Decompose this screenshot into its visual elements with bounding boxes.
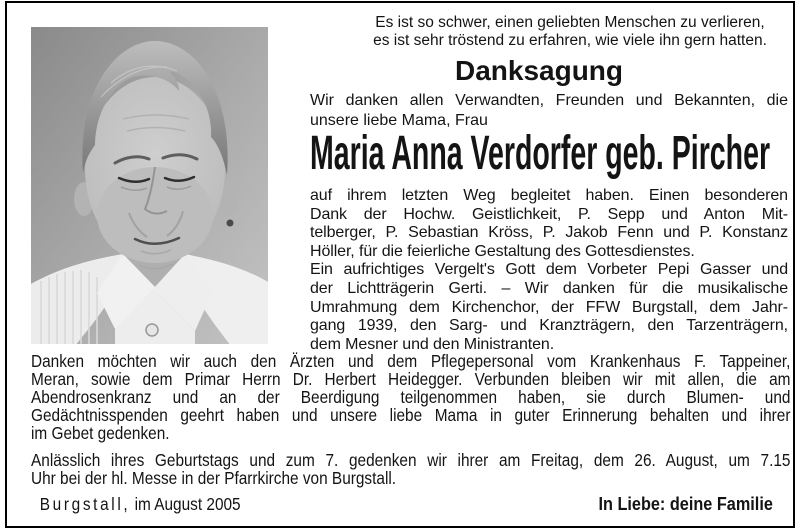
paragraph-line: Uhr bei der hl. Messe in der Pfarrkirche von Burgstall. <box>31 468 397 488</box>
verse-line: es ist sehr tröstend zu erfahren, wie viele ihn gern hatten. <box>373 31 767 49</box>
footer-place-date <box>40 495 241 513</box>
deceased-name-row <box>310 127 788 180</box>
intro-verse <box>310 14 788 49</box>
thanks-helpers-paragraph <box>310 261 788 354</box>
paragraph-line: Meran, sowie dem Primar Herrn Dr. Herbert Heidegger. Verbunden bleiben wir mit allen, die am <box>31 369 791 389</box>
thanks-medical-paragraph <box>31 352 790 442</box>
memorial-notice-paragraph <box>31 451 790 487</box>
paragraph-line: telberger, P. Sebastian Kröss, P. Jakob Fenn und P. Konstanz <box>310 224 788 242</box>
text-column <box>310 0 788 354</box>
paragraph-line: Umrahmung dem Kirchenchor, der FFW Burgstall, dem Jahr- <box>310 298 788 316</box>
deceased-name: Maria Anna Verdorfer geb. Pircher <box>310 127 771 180</box>
full-width-section <box>31 352 790 513</box>
portrait-photo <box>31 27 268 344</box>
salutation-line: Wir danken allen Verwandten, Freunden und Bekannten, die <box>310 92 788 109</box>
paragraph-line: Gedächtnisspenden geehrt haben und unsere liebe Mama in guter Erinnerung behalten und ihrer <box>31 405 791 425</box>
paragraph-line: Dank der Hochw. Geistlichkeit, P. Sepp und Anton Mit- <box>310 205 788 223</box>
paragraph-line: auf ihrem letzten Weg begleitet haben. Einen besonderen <box>310 187 788 204</box>
footer-row <box>31 495 790 513</box>
heading-danksagung: Danksagung <box>454 55 624 86</box>
paragraph-line: Abendrosenkranz und an der Beerdigung teilgenommen haben, sie durch Blumen- und <box>31 387 791 407</box>
paragraph-line: Anlässlich ihres Geburtstags und zum 7. gedenken wir ihrer am Freitag, dem 26. August, um 7.15 <box>31 450 791 470</box>
paragraph-line: Danken möchten wir auch den Ärzten und dem Pflegepersonal vom Krankenhaus F. Tappeiner, <box>31 351 791 371</box>
footer-place: Burgstall, <box>39 494 131 514</box>
salutation <box>310 91 788 131</box>
paragraph-line: der Lichtträgerin Gerti. – Wir danken für die musikalische <box>310 279 788 297</box>
salutation-line: unsere liebe Mama, Frau <box>310 112 488 129</box>
footer-date: im August 2005 <box>134 494 241 514</box>
paragraph-line: im Gebet gedenken. <box>31 423 170 443</box>
thanks-clergy-paragraph <box>310 187 788 261</box>
verse-line: Es ist so schwer, einen geliebten Menschen zu verlieren, <box>375 14 765 31</box>
paragraph-line: Ein aufrichtiges Vergelt's Gott dem Vorbeter Pepi Gasser und <box>310 261 788 279</box>
paragraph-line: gang 1939, den Sarg- und Kranzträgern, den Tarzenträgern, <box>310 317 788 335</box>
paragraph-line: dem Mesner und den Ministranten. <box>310 335 555 353</box>
paragraph-line: Höller, für die feierliche Gestaltung des Gottesdienstes. <box>310 242 695 260</box>
portrait-illustration <box>31 27 268 344</box>
footer-closing: In Liebe: deine Familie <box>598 493 773 514</box>
